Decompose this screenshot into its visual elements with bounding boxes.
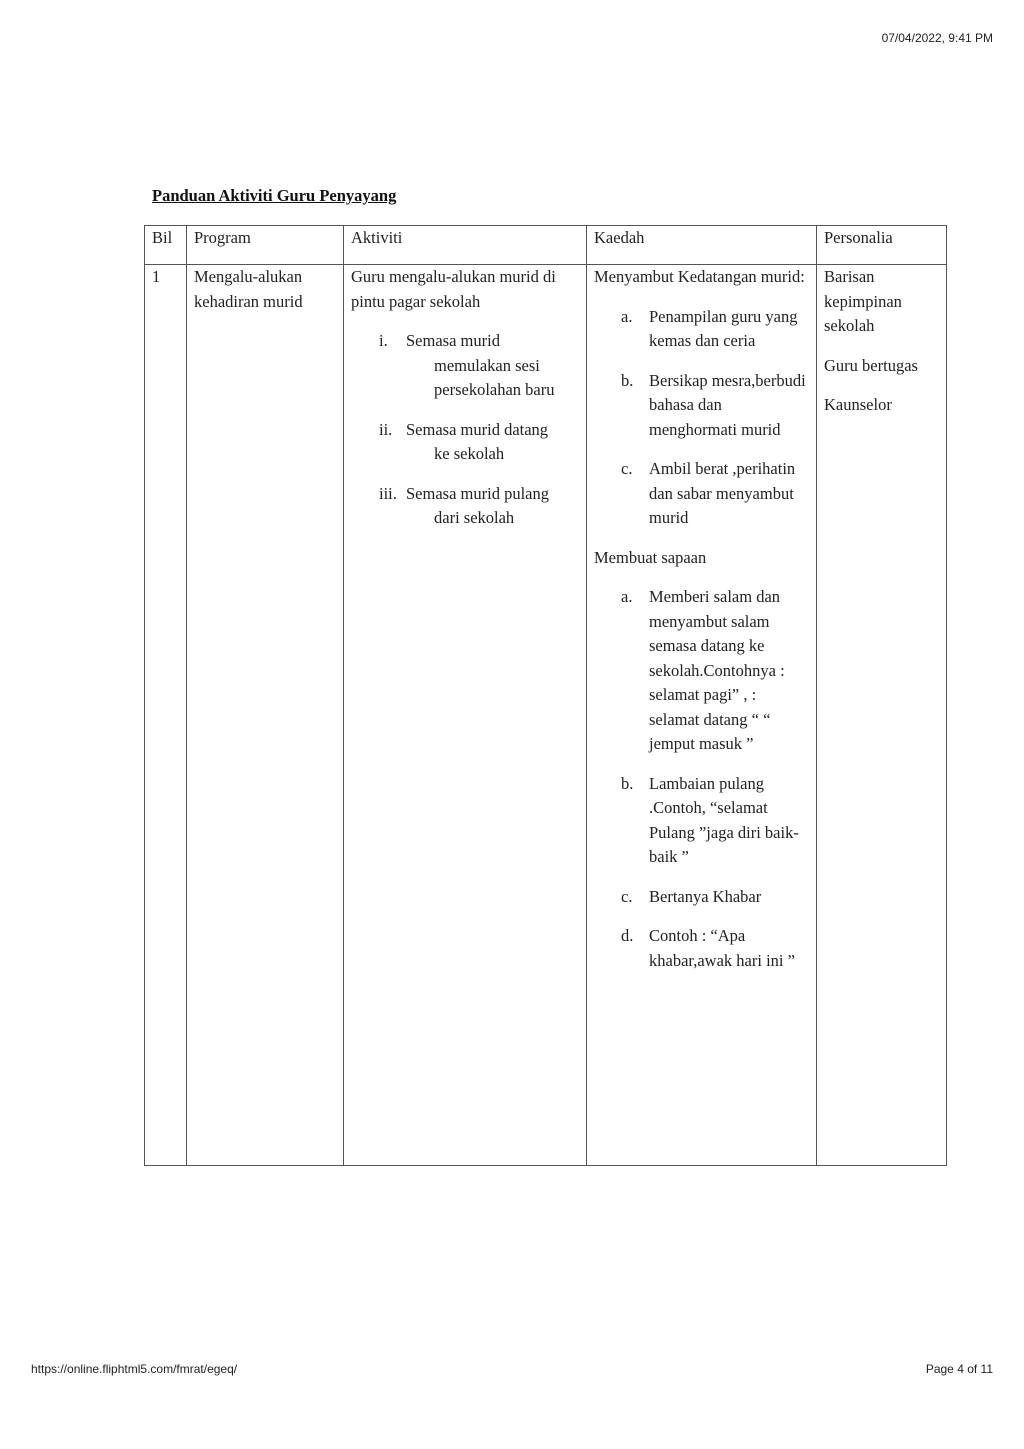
list-item-rest: memulakan sesi persekolahan baru <box>434 355 555 399</box>
print-url: https://online.fliphtml5.com/fmrat/egeq/ <box>31 1362 238 1376</box>
header-bil: Bil <box>145 226 187 265</box>
personalia-item: Kaunselor <box>824 395 892 414</box>
list-marker: a. <box>621 587 633 606</box>
document-title: Panduan Aktiviti Guru Penyayang <box>152 186 397 205</box>
list-marker: a. <box>621 306 633 326</box>
list-item <box>594 369 809 443</box>
list-item-rest: ke sekolah <box>434 444 505 463</box>
list-item-text: Bertanya Khabar <box>649 886 762 906</box>
list-marker: c. <box>621 459 633 478</box>
list-marker: b. <box>621 370 634 390</box>
list-marker: c. <box>621 886 633 906</box>
list-item <box>594 924 809 973</box>
cell-program <box>187 265 344 1166</box>
list-item-lead: Semasa murid datang <box>406 419 549 439</box>
list-marker: ii. <box>379 419 393 439</box>
cell-kaedah <box>587 265 817 1166</box>
table-row <box>145 265 947 1166</box>
cell-bil <box>145 265 187 1166</box>
table-header-row <box>145 226 947 265</box>
list-marker: d. <box>621 926 634 945</box>
list-item-text: Lambaian pulang .Contoh, “selamat Pulang ”jaga diri baik-baik ” <box>649 773 799 866</box>
personalia-item: Guru bertugas <box>824 355 918 375</box>
list-item-text: Contoh : “Apa khabar,awak hari ini ” <box>649 926 795 970</box>
list-item-text: Bersikap mesra,berbudi bahasa dan menghormati murid <box>649 370 806 439</box>
aktiviti-intro: Guru mengalu-alukan murid di pintu pagar sekolah <box>351 267 556 311</box>
list-item <box>594 585 809 757</box>
kaedah-list-2 <box>594 585 809 973</box>
list-marker: iii. <box>379 483 397 503</box>
bil-value: 1 <box>152 267 161 286</box>
list-item-text: Memberi salam dan menyambut salam semasa datang ke sekolah.Contohnya : selamat pagi” , : selamat datang “ “ jemput masuk ” <box>649 587 785 753</box>
list-item <box>594 305 809 354</box>
print-timestamp: 07/04/2022, 9:41 PM <box>881 31 993 45</box>
list-item-rest: dari sekolah <box>434 508 515 527</box>
page-number: Page 4 of 11 <box>925 1362 993 1376</box>
personalia-item: Barisan kepimpinan sekolah <box>824 267 902 335</box>
header-kaedah: Kaedah <box>587 226 817 265</box>
list-item-text: Ambil berat ,perihatin dan sabar menyambut murid <box>649 459 796 527</box>
list-marker: i. <box>379 331 388 350</box>
header-program: Program <box>187 226 344 265</box>
header-personalia: Personalia <box>817 226 947 265</box>
list-item-text: Penampilan guru yang kemas dan ceria <box>649 306 798 350</box>
list-item <box>351 418 579 467</box>
list-item <box>594 772 809 870</box>
list-item <box>594 457 809 531</box>
cell-personalia <box>817 265 947 1166</box>
header-aktiviti: Aktiviti <box>344 226 587 265</box>
list-item <box>351 482 579 531</box>
program-value: Mengalu-alukan kehadiran murid <box>194 267 303 311</box>
list-marker: b. <box>621 773 634 793</box>
kaedah-list-1 <box>594 305 809 531</box>
list-item-lead: Semasa murid <box>406 331 500 350</box>
aktiviti-list <box>351 329 579 531</box>
list-item <box>351 329 579 403</box>
list-item <box>594 885 809 910</box>
cell-aktiviti <box>344 265 587 1166</box>
kaedah-section-title: Membuat sapaan <box>594 547 707 567</box>
kaedah-section-title: Menyambut Kedatangan murid: <box>594 267 805 286</box>
list-item-lead: Semasa murid pulang <box>406 483 549 503</box>
activity-table <box>144 225 947 1166</box>
